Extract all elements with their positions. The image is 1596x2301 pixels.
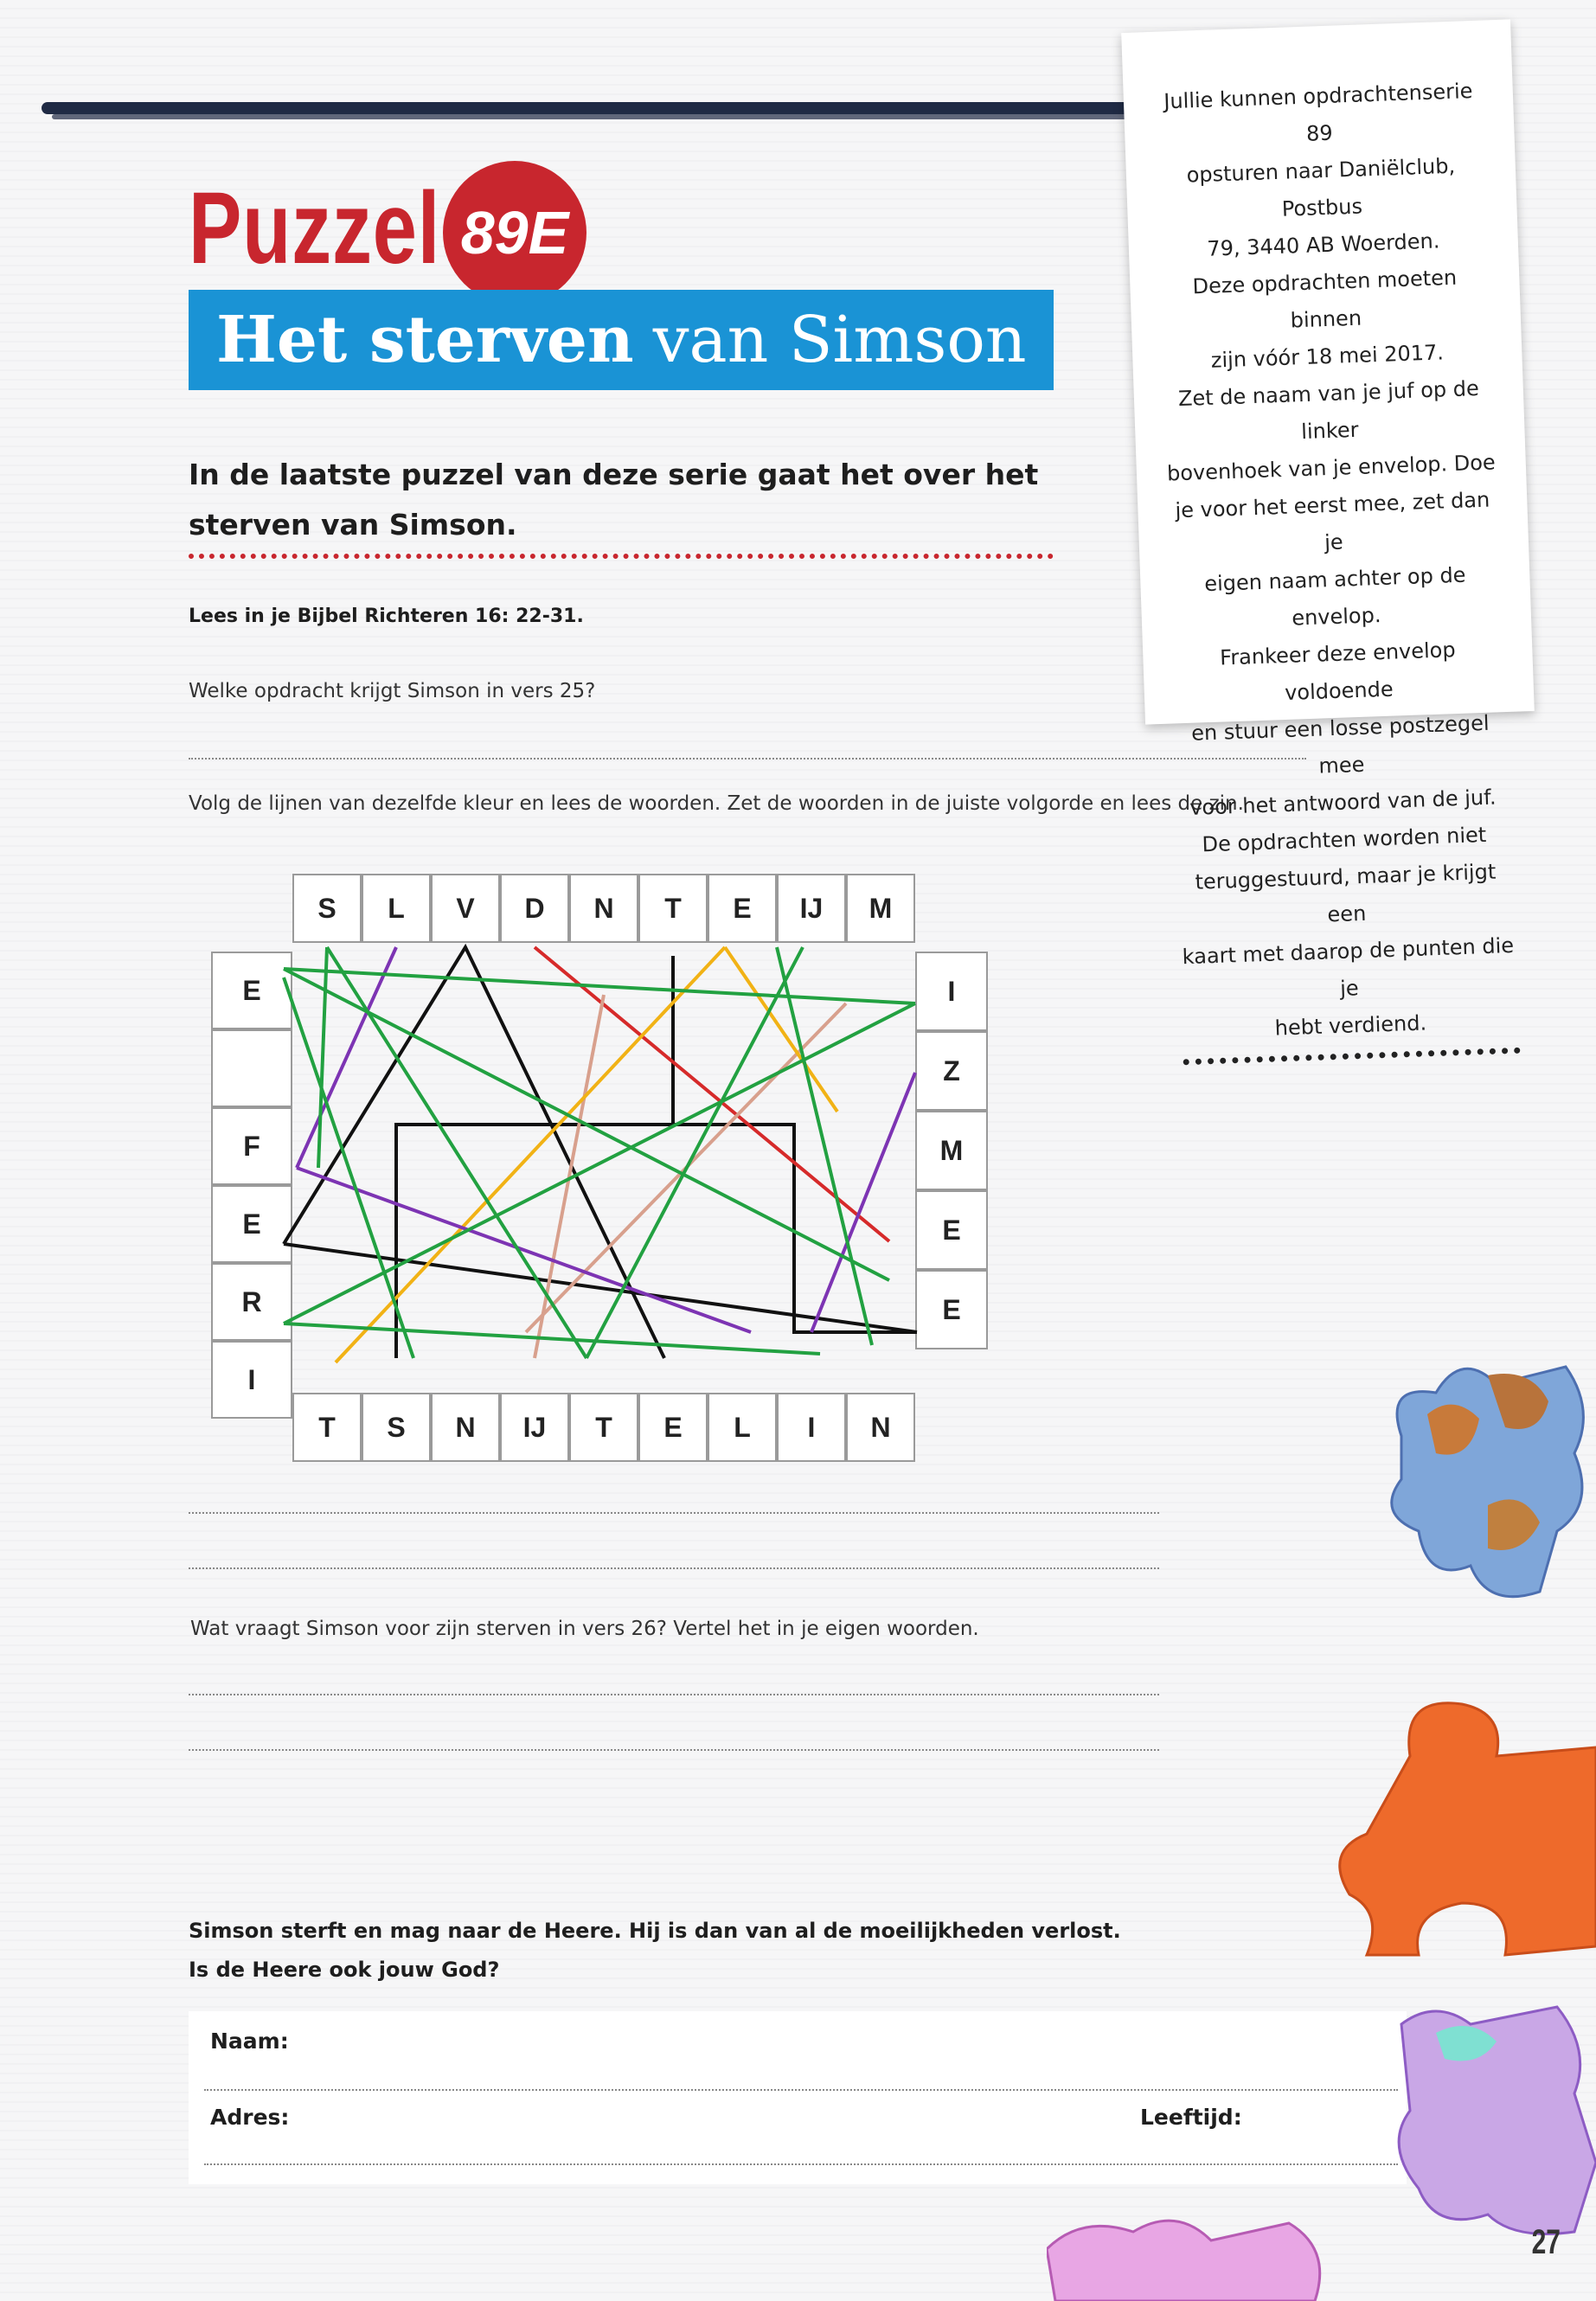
puzzle-letter-top: T xyxy=(638,874,708,943)
puzzle-line xyxy=(284,1003,915,1324)
note-line: Zet de naam van je juf op de linker xyxy=(1177,375,1480,445)
decorative-stroke xyxy=(52,114,1151,119)
note-line: De opdrachten worden niet xyxy=(1202,822,1487,857)
puzzle-line xyxy=(777,947,872,1345)
puzzle-letter-bottom: N xyxy=(431,1393,500,1462)
address-label: Adres: xyxy=(210,2105,290,2130)
page-title: Puzzel xyxy=(189,171,441,285)
puzzle-letter-top: D xyxy=(500,874,569,943)
puzzle-piece-purple-illustration xyxy=(1384,1990,1596,2240)
closing-text-1: Simson sterft en mag naar de Heere. Hij is dan van al de moeilijkheden verlost. xyxy=(189,1919,1121,1943)
puzzle-lines xyxy=(197,874,998,1462)
puzzle-letter-top: IJ xyxy=(777,874,846,943)
note-line: 79, 3440 AB Woerden. xyxy=(1206,228,1440,261)
puzzle-letter-bottom: L xyxy=(708,1393,777,1462)
puzzle-letter-left: R xyxy=(211,1263,292,1341)
title-banner xyxy=(189,290,1054,390)
name-label: Naam: xyxy=(210,2029,289,2054)
note-line: en stuur een losse postzegel mee xyxy=(1190,710,1490,779)
note-line: Deze opdrachten moeten binnen xyxy=(1192,265,1458,333)
puzzle-line xyxy=(327,947,586,1358)
banner-title-bold: Het sterven xyxy=(216,303,634,377)
puzzle-letter-top: E xyxy=(708,874,777,943)
puzzle-letter-top: S xyxy=(292,874,362,943)
puzzle-piece-pink-illustration xyxy=(1047,2197,1410,2301)
answer-line-2[interactable] xyxy=(189,1512,1159,1514)
puzzle-letter-top: L xyxy=(362,874,431,943)
note-line: je voor het eerst mee, zet dan je xyxy=(1175,487,1490,555)
line-puzzle xyxy=(197,874,998,1462)
note-line: teruggestuurd, maar je krijgt een xyxy=(1195,859,1497,927)
puzzle-letter-left: E xyxy=(211,1185,292,1263)
note-line: opsturen naar Daniëlclub, Postbus xyxy=(1186,153,1456,221)
note-line: hebt verdiend. xyxy=(1274,1010,1427,1041)
note-line: voor het antwoord van de juf. xyxy=(1189,785,1497,820)
divider xyxy=(189,554,1054,559)
note-line: Frankeer deze envelop voldoende xyxy=(1219,638,1457,705)
name-field[interactable] xyxy=(204,2089,1398,2091)
puzzle-letter-left: E xyxy=(211,952,292,1029)
reading-reference: Lees in je Bijbel Richteren 16: 22-31. xyxy=(189,606,584,627)
puzzle-letter-top: M xyxy=(846,874,915,943)
note-line: eigen naam achter op de envelop. xyxy=(1203,562,1466,631)
intro-text: In de laatste puzzel van deze serie gaat het over het sterven van Simson. xyxy=(189,458,1039,542)
decorative-stroke xyxy=(42,102,1157,114)
instructions-note xyxy=(1121,19,1535,1041)
age-label: Leeftijd: xyxy=(1140,2105,1242,2130)
puzzle-letter-bottom: E xyxy=(638,1393,708,1462)
answer-line-5[interactable] xyxy=(189,1749,1159,1751)
answer-line-3[interactable] xyxy=(189,1567,1159,1569)
puzzle-piece-orange-illustration xyxy=(1332,1687,1596,1972)
contact-form xyxy=(189,2011,1407,2184)
question-2: Wat vraagt Simson voor zijn sterven in vers 26? Vertel het in je eigen woorden. xyxy=(190,1618,979,1640)
note-divider xyxy=(1183,1048,1521,1066)
address-field[interactable] xyxy=(204,2163,1398,2165)
puzzle-letter-left: I xyxy=(211,1341,292,1419)
closing-text-2: Is de Heere ook jouw God? xyxy=(189,1958,500,1982)
answer-line-1[interactable] xyxy=(189,758,1306,760)
puzzle-letter-right: Z xyxy=(915,1031,988,1111)
puzzle-letter-right: I xyxy=(915,952,988,1031)
puzzle-line xyxy=(284,969,889,1280)
puzzle-letter-left: F xyxy=(211,1107,292,1185)
puzzle-letter-bottom: T xyxy=(292,1393,362,1462)
puzzle-line xyxy=(318,947,327,1168)
answer-line-4[interactable] xyxy=(189,1694,1159,1695)
puzzle-letter-bottom: S xyxy=(362,1393,431,1462)
puzzle-piece-blue-illustration xyxy=(1367,1332,1596,1609)
puzzle-line xyxy=(297,1168,751,1332)
puzzle-letter-right: E xyxy=(915,1270,988,1349)
puzzle-letter-top: V xyxy=(431,874,500,943)
puzzle-letter-right: E xyxy=(915,1190,988,1270)
puzzle-line xyxy=(811,1073,915,1332)
note-line: kaart met daarop de punten die je xyxy=(1182,933,1515,1001)
series-badge: 89E xyxy=(443,161,586,304)
banner-title-light: van Simson xyxy=(652,303,1027,377)
puzzle-instruction: Volg de lijnen van dezelfde kleur en lees de woorden. Zet de woorden in de juiste volgorde en lees de zin. xyxy=(189,792,1244,815)
page-number: 27 xyxy=(1531,2223,1561,2261)
note-line: bovenhoek van je envelop. Doe xyxy=(1166,450,1497,486)
puzzle-letter-right: M xyxy=(915,1111,988,1190)
puzzle-line xyxy=(396,956,673,1358)
puzzle-line xyxy=(284,977,413,1358)
puzzle-letter-bottom: I xyxy=(777,1393,846,1462)
question-1: Welke opdracht krijgt Simson in vers 25? xyxy=(189,680,596,702)
puzzle-letter-bottom: T xyxy=(569,1393,638,1462)
puzzle-letter-top: N xyxy=(569,874,638,943)
note-line: Jullie kunnen opdrachtenserie 89 xyxy=(1163,78,1473,146)
puzzle-letter-bottom: IJ xyxy=(500,1393,569,1462)
note-line: zijn vóór 18 mei 2017. xyxy=(1210,340,1445,373)
puzzle-line xyxy=(535,995,604,1358)
puzzle-letter-bottom: N xyxy=(846,1393,915,1462)
